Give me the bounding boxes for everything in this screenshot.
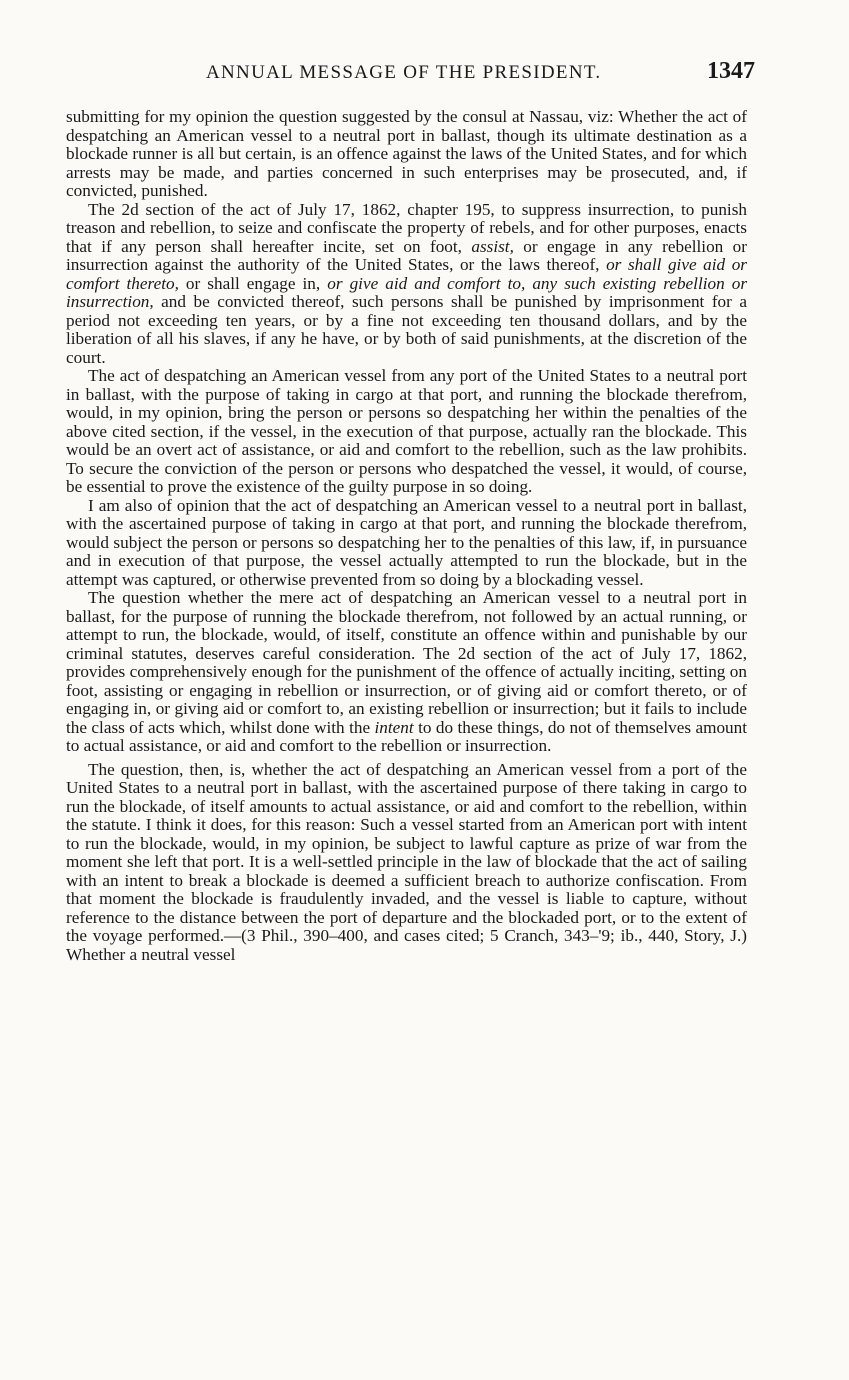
page-number: 1347 xyxy=(707,58,755,84)
paragraph xyxy=(66,108,747,201)
text-segment: submitting for my opinion the question suggested by the consul at Nassau, viz: Whether the act of despatching an American vessel to a neutral port in ballast, though its ultimate destination as a blockade runner is all but certain, is an offence against the laws of the United States, and for which arrests may be made, and parties concerned in such enterprises may be prosecuted, and, if convicted, punished. xyxy=(66,107,747,200)
paragraph xyxy=(66,367,747,497)
paragraph xyxy=(66,201,747,368)
running-title: ANNUAL MESSAGE OF THE PRESIDENT. xyxy=(206,62,602,83)
page-header xyxy=(66,58,755,90)
text-segment: The question whether the mere act of despatching an American vessel to a neutral port in ballast, for the purpose of running the blockade therefrom, not followed by an actual running, or attempt to run, the blockade, would, of itself, constitute an offence within and punishable by our criminal statutes, deserves careful consideration. The 2d section of the act of July 17, 1862, provides comprehensively enough for the punishment of the offence of actually inciting, setting on foot, assisting or engaging in rebellion or insurrection, or of giving aid or comfort thereto, or of engaging in, or giving aid or comfort to, an existing rebellion or insurrection; but it fails to include the class of acts which, whilst done with the xyxy=(66,588,747,737)
italic-segment: assist, xyxy=(471,236,514,256)
text-segment: The act of despatching an American vessel from any port of the United States to a neutral port in ballast, with the purpose of taking in cargo at that port, and running the blockade therefrom, would, in my opinion, bring the person or persons so despatching her within the penalties of the above cited section, if the vessel, in the execution of that purpose, actually ran the blockade. This would be an overt act of assistance, or aid and comfort to the rebellion, such as the law prohibits. To secure the conviction of the person or persons who despatched the vessel, it would, of course, be essential to prove the existence of the guilty purpose in so doing. xyxy=(66,366,747,496)
italic-segment: intent xyxy=(374,717,414,737)
italic-segment: or shall give aid or comfort thereto, xyxy=(66,255,747,293)
body-text xyxy=(66,108,747,964)
text-segment: The 2d section of the act of July 17, 1862, chapter 195, to suppress insurrection, to punish treason and rebellion, to seize and confiscate the property of rebels, and for other purposes, enacts that if any person shall hereafter incite, set on foot, xyxy=(66,199,747,256)
text-segment: I am also of opinion that the act of despatching an American vessel to a neutral port in ballast, with the ascertained purpose of taking in cargo at that port, and running the blockade therefrom, would subject the person or persons so despatching her to the penalties of this law, if, in pursuance and in execution of that purpose, the vessel actually attempted to run the blockade, but in the attempt was captured, or otherwise prevented from so doing by a blockading vessel. xyxy=(66,495,747,589)
paragraph xyxy=(66,761,747,965)
paragraph xyxy=(66,497,747,590)
text-segment: or shall engage in, xyxy=(178,273,328,293)
italic-segment: or give aid and comfort to, any such existing rebellion or insurrection, xyxy=(66,273,748,311)
paragraph xyxy=(66,589,747,756)
text-segment: or engage in any rebellion or insurrection against the authority of the United States, or the laws thereof, xyxy=(66,236,747,274)
text-segment: The question, then, is, whether the act of despatching an American vessel from a port of the United States to a neutral port in ballast, with the ascertained purpose of there taking in cargo to run the blockade, of itself amounts to actual assistance, or aid and comfort to the rebellion, within the statute. I think it does, for this reason: Such a vessel started from an American port with intent to run the blockade, would, in my opinion, be subject to lawful capture as prize of war from the moment she left that port. It is a well-settled principle in the law of blockade that the act of sailing with an intent to break a blockade is deemed a sufficient breach to authorize confiscation. From that moment the blockade is fraudulently invaded, and the vessel is liable to capture, without reference to the distance between the port of departure and the blockaded port, or to the extent of the voyage performed.—(3 Phil., 390–400, and cases cited; 5 Cranch, 343–'9; ib., 440, Story, J.) Whether a neutral vessel xyxy=(66,759,747,964)
text-segment: to do these things, do not of themselves amount to actual assistance, or aid and comfort to the rebellion or insurrection. xyxy=(66,717,747,755)
text-segment: and be convicted thereof, such persons shall be punished by imprisonment for a period not exceeding ten years, or by a fine not exceeding ten thousand dollars, and by the liberation of all his slaves, if any he have, or by both of said punishments, at the discretion of the court. xyxy=(66,292,747,367)
